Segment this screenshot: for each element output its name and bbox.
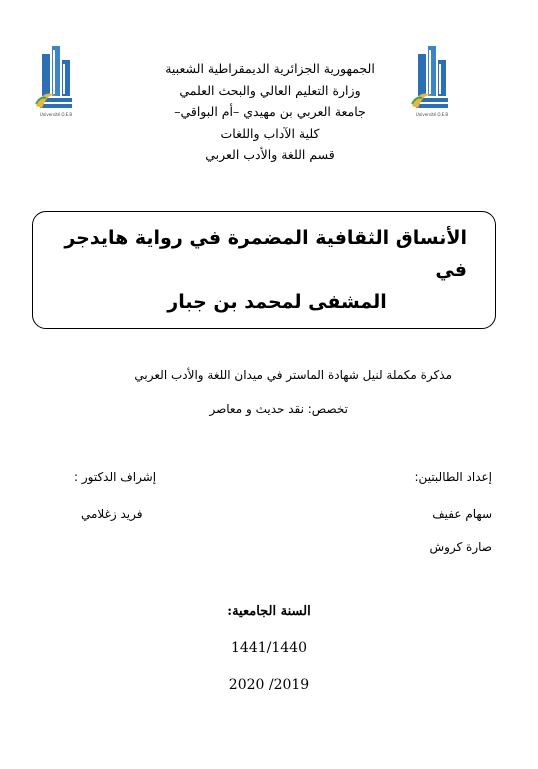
academic-year-label: السنة الجامعية: bbox=[227, 604, 311, 619]
republic-line: الجمهورية الجزائرية الديمقراطية الشعبية bbox=[165, 61, 375, 76]
ministry-line: وزارة التعليم العالي والبحث العلمي bbox=[179, 82, 361, 98]
thesis-title bbox=[47, 222, 467, 318]
students-label: إعداد الطالبتين: bbox=[414, 470, 492, 484]
institution-header bbox=[150, 58, 390, 166]
university-logo-right bbox=[410, 40, 454, 120]
title-box bbox=[32, 211, 496, 329]
academic-year-gregorian: 2020 /2019 bbox=[228, 677, 310, 693]
faculty-line: كلية الآداب واللغات bbox=[220, 125, 320, 141]
university-line: جامعة العربي بن مهيدي –أم البواقي– bbox=[174, 104, 366, 120]
logo-caption: Université O.E.B bbox=[39, 112, 73, 117]
student-name: سهام عفيف bbox=[432, 507, 492, 521]
university-logo-left bbox=[34, 40, 78, 120]
student-name: صارة كروش bbox=[429, 540, 492, 554]
memo-description: مذكرة مكملة لنيل شهادة الماستر في ميدان اللغة والأدب العربي bbox=[134, 368, 452, 382]
logo-caption: Université O.E.B bbox=[415, 112, 449, 117]
supervisor-label: إشراف الدكتور : bbox=[74, 470, 157, 484]
thesis-title-line1: الأنساق الثقافية المضمرة في رواية هايدجر في bbox=[64, 227, 467, 281]
academic-year-hijri: 1441/1440 bbox=[231, 640, 307, 656]
specialty: تخصص: نقد حديث و معاصر bbox=[209, 402, 348, 416]
supervisor-name: فريد زغلامي bbox=[81, 507, 143, 521]
thesis-title-line2: المشفى لمحمد بن جبار bbox=[167, 291, 387, 313]
department-line: قسم اللغة والأدب العربي bbox=[205, 147, 335, 163]
